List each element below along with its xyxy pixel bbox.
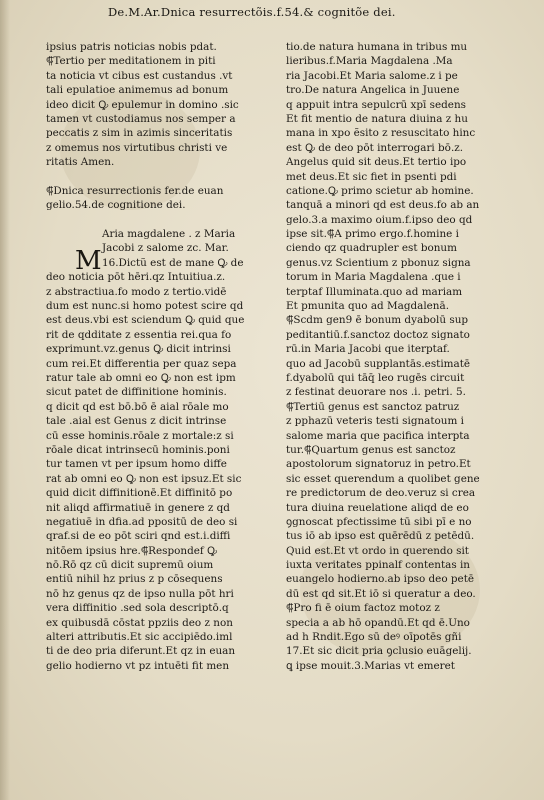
text-line: nō.Rō qz cū dicit supremū oium xyxy=(46,559,214,572)
text-line: rat ab omni eo Ꝙ non est ipsuz.Et sic xyxy=(46,472,242,485)
text-line: ratur tale ab omni eo Ꝙ non est ipm xyxy=(46,371,236,384)
text-line: dū est qd sit.Et iō si queratur a deo. xyxy=(286,587,476,600)
text-line: cū esse hominis.rōale z mortale:z si xyxy=(46,429,234,442)
text-line: 16.Dictũ est de mane Ꝙ de xyxy=(102,256,244,269)
text-line: rū.in Maria Jacobi que iterptaf. xyxy=(286,343,450,356)
running-head: De.M.Ar.Dnica resurrectõis.f.54.& cognitõe dei. xyxy=(108,5,396,19)
text-line: Et fit mentio de natura diuina z hu xyxy=(286,112,468,125)
text-line: quo ad Jacobū supplantās.estimatē xyxy=(286,357,471,370)
text-line: cum rei.Et differentia per quaz sepa xyxy=(46,357,237,370)
text-line: tura diuina reuelatione aliqd de eo xyxy=(286,501,469,514)
text-line: rit de qdditate z essentia rei.qua fo xyxy=(46,328,232,341)
paragraph-gap xyxy=(46,170,268,184)
text-line: sicut patet de diffinitione hominis. xyxy=(46,386,227,399)
text-line: ⸿Pro fi ē oium factoz motoz z xyxy=(286,602,440,615)
text-line: 17.Et sic dicit pria ꝯclusio euāgelij. xyxy=(286,645,472,658)
text-line: peccatis z sim in azimis sinceritatis xyxy=(46,127,233,140)
page-gutter-shadow xyxy=(0,0,10,800)
text-line: tale .aial est Genus z dicit intrinse xyxy=(46,415,227,428)
initial-letter: M xyxy=(75,246,102,276)
text-line: Angelus quid sit deus.Et tertio ipo xyxy=(286,156,467,169)
text-line: z festinat deuorare nos .i. petri. 5. xyxy=(286,386,466,399)
text-line: ⸿Dnica resurrectionis fer.de euan xyxy=(46,184,224,197)
text-line: q appuit intra sepulcrū xpī sedens xyxy=(286,98,466,111)
text-line: tro.De natura Angelica in Juuene xyxy=(286,84,460,97)
text-line: re predictorum de deo.veruz si crea xyxy=(286,487,476,500)
text-line: iuxta veritates ppinalf contentas in xyxy=(286,559,470,572)
text-line: negatiuē in dfia.ad ppositū de deo si xyxy=(46,515,238,528)
text-line: ria Jacobi.Et Maria salome.z i pe xyxy=(286,69,458,82)
text-line: salome maria que pacifica interpta xyxy=(286,429,470,442)
text-line: z abstractiua.fo modo z tertio.vidē xyxy=(46,285,227,298)
text-line: ⸿Scdm gen9 ē bonum dyabolū sup xyxy=(286,314,469,327)
text-line: ex quibusdā cōstat ppziis deo z non xyxy=(46,616,233,629)
text-line: peditantiū.f.sanctoz doctoz signato xyxy=(286,328,470,341)
text-line: torum in Maria Magdalena .que i xyxy=(286,271,461,284)
text-line: z pphazū veteris testi signatoum i xyxy=(286,415,464,428)
text-line: ad h Rndit.Ego sū deꝰ oīpotēs gñi xyxy=(286,631,462,644)
text-line: ꝗ ipse mouit.3.Marias vt emeret xyxy=(286,659,455,672)
text-line: gelio hodierno vt pz intuēti fit men xyxy=(46,659,230,672)
text-line: nō hz genus qz de ipso nulla pōt hri xyxy=(46,587,234,600)
text-line: tanquā a minori qd est deus.fo ab an xyxy=(286,199,480,212)
text-line: alteri attributis.Et sic accipiēdo.iml xyxy=(46,631,233,644)
left-column xyxy=(46,40,268,673)
text-line: est Ꝙ de deo pōt interrogari bō.z. xyxy=(286,141,464,154)
text-line: ciendo qz quadrupler est bonum xyxy=(286,242,457,255)
text-line: apostolorum signatoruz in petro.Et xyxy=(286,458,471,471)
text-line: quid dicit diffinitionē.Et diffinitō po xyxy=(46,487,233,500)
text-line: ⸿Tertio per meditationem in piti xyxy=(46,55,216,68)
paragraph-gap xyxy=(46,213,268,227)
text-line: gelo.3.a maximo oium.f.ipso deo qd xyxy=(286,213,473,226)
text-line: z omemus nos virtutibus christi ve xyxy=(46,141,228,154)
text-line: f.dyabolū qui tāq̄ leo rugēs circuit xyxy=(286,371,465,384)
text-line: entiū nihil hz prius z p cōsequens xyxy=(46,573,223,586)
text-line: ipse sit.⸿A primo ergo.f.homine i xyxy=(286,228,459,241)
text-line: Quid est.Et vt ordo in querendo sit xyxy=(286,544,469,557)
text-line: catione.Ꝙ primo scietur ab homine. xyxy=(286,184,474,197)
text-line: ꝯgnoscat pfectissime tū sibi pī e no xyxy=(286,515,472,528)
text-line: nit aliqd affirmatiuē in genere z qd xyxy=(46,501,230,514)
text-line: ⸿Tertiū genus est sanctoz patruz xyxy=(286,400,460,413)
right-column xyxy=(286,40,502,673)
text-line: ipsius patris noticias nobis pdat. xyxy=(46,41,217,53)
text-line: est deus.vbi est sciendum Ꝙ quid que xyxy=(46,314,245,327)
text-line: q dicit qd est bō.bō ē aial rōale mo xyxy=(46,400,229,413)
text-line: mana in xpo ẽsito z resuscitato hinc xyxy=(286,127,476,140)
text-line: Jacobi z salome zc. Mar. xyxy=(102,242,229,255)
text-line: gelio.54.de cognitione dei. xyxy=(46,199,186,212)
text-line: specia a ab hō opandū.Et qd ē.Uno xyxy=(286,616,470,629)
text-line: Aria magdalene . z Maria xyxy=(102,228,236,241)
text-line: tali epulatioe animemus ad bonum xyxy=(46,84,229,97)
text-line: tur tamen vt per ipsum homo diffe xyxy=(46,458,227,471)
text-line: met deus.Et sic fiet in psenti pdi xyxy=(286,170,457,183)
text-line: vera diffinitio .sed sola descriptō.q xyxy=(46,602,229,615)
text-line: sic esset querendum a quolibet gene xyxy=(286,472,480,485)
text-line: Et pmunita quo ad Magdalenā. xyxy=(286,300,449,313)
text-line: ideo dicit Ꝙ epulemur in domino .sic xyxy=(46,98,239,111)
text-line: nitōem ipsius hre.⸿Respondef Ꝙ xyxy=(46,544,217,557)
text-line: exprimunt.vz.genus Ꝙ dicit intrinsi xyxy=(46,343,231,356)
text-line: deo noticia pōt hēri.qz Intuitiua.z. xyxy=(46,271,226,284)
text-line: tamen vt custodiamus nos semper a xyxy=(46,112,236,125)
text-line: rōale dicat intrinsecū hominis.poni xyxy=(46,443,230,456)
text-line: lieribus.f.Maria Magdalena .Ma xyxy=(286,55,453,68)
text-line: tur.⸿Quartum genus est sanctoz xyxy=(286,443,456,456)
text-line: genus.vz Scientium z pbonuz signa xyxy=(286,256,471,269)
text-line: tio.de natura humana in tribus mu xyxy=(286,41,468,53)
text-line: terptaf Illuminata.quo ad mariam xyxy=(286,285,463,298)
text-line: ritatis Amen. xyxy=(46,156,115,169)
text-line: ta noticia vt cibus est custandus .vt xyxy=(46,69,233,82)
text-line: euangelo hodierno.ab ipso deo petē xyxy=(286,573,475,586)
text-line: qraf.si de eo pōt sciri qnd est.i.diffi xyxy=(46,530,231,543)
text-line: dum est nunc.si homo potest scire qd xyxy=(46,300,244,313)
text-line: tus iō ab ipso est quērēdū z petēdū. xyxy=(286,530,475,543)
text-line: ti de deo pria diferunt.Et qz in euan xyxy=(46,645,236,658)
